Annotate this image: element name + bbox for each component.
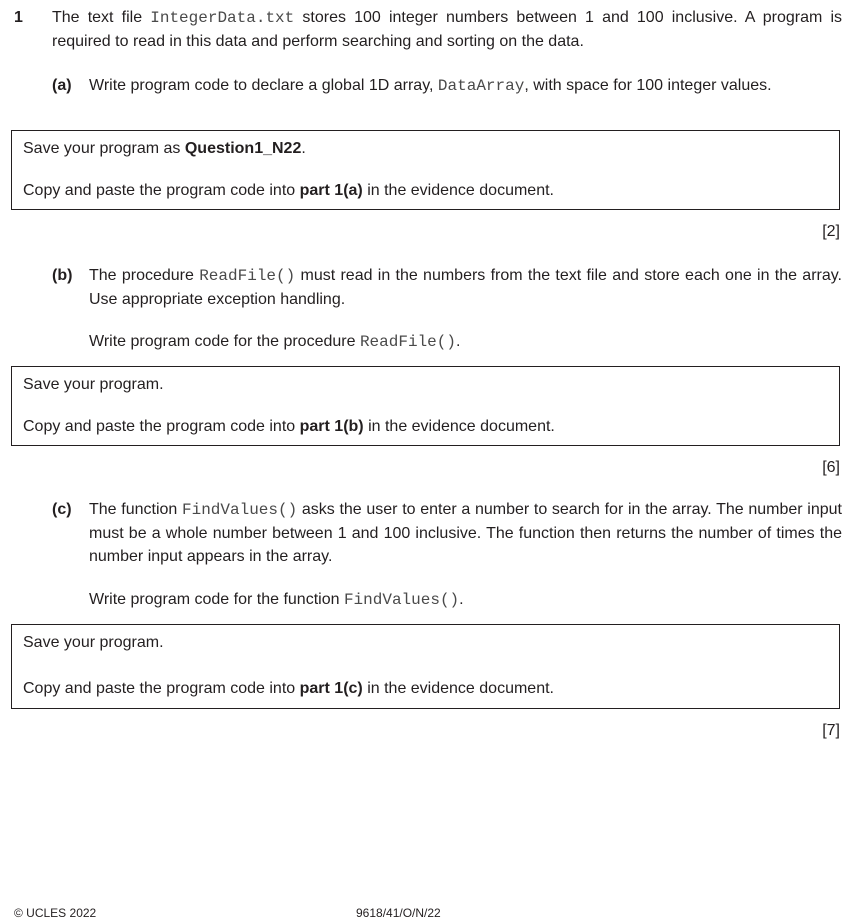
- file-name: IntegerData.txt: [150, 9, 295, 27]
- part-b-instruction: Write program code for the procedure ReadFile().: [89, 333, 461, 351]
- part-b-text: The procedure ReadFile() must read in the numbers from the text file and store each one in the array. Use appropriate exception handling.: [89, 267, 843, 308]
- part-b-evidence-box: [11, 366, 840, 446]
- part-c-save-instruction: Save your program.: [23, 634, 164, 651]
- part-b-label: (b): [52, 267, 73, 284]
- part-a-evidence-box: [11, 130, 840, 210]
- footer-paper-code: 9618/41/O/N/22: [356, 906, 441, 920]
- part-c-paste-instruction: Copy and paste the program code into part 1(c) in the evidence document.: [23, 680, 554, 697]
- part-b-paste-instruction: Copy and paste the program code into part 1(b) in the evidence document.: [23, 418, 555, 435]
- part-a-paste-instruction: Copy and paste the program code into part 1(a) in the evidence document.: [23, 182, 554, 199]
- question-intro: The text file IntegerData.txt stores 100 integer numbers between 1 and 100 inclusive. A program is required to read in this data and perform searching and sorting on the data.: [52, 9, 842, 50]
- array-name: DataArray: [437, 77, 525, 95]
- part-b-marks: [6]: [822, 459, 840, 476]
- part-c-evidence-box: [11, 624, 840, 709]
- part-a-text: Write program code to declare a global 1D array, DataArray, with space for 100 integer values.: [89, 77, 772, 95]
- part-c-label: (c): [52, 501, 72, 518]
- part-a-marks: [2]: [822, 223, 840, 240]
- part-a-label: (a): [52, 77, 72, 94]
- procedure-name: ReadFile(): [199, 267, 296, 285]
- part-b-save-instruction: Save your program.: [23, 376, 164, 393]
- function-name: FindValues(): [181, 501, 298, 519]
- part-c-text: The function FindValues() asks the user to enter a number to search for in the array. The number input must be a whole number between 1 and 100 inclusive. The function then returns the number of times the number input appears in the array.: [89, 501, 843, 565]
- footer-copyright: © UCLES 2022: [14, 906, 97, 920]
- part-a-save-instruction: Save your program as Question1_N22.: [23, 140, 306, 157]
- part-c-marks: [7]: [822, 722, 840, 739]
- part-c-instruction: Write program code for the function FindValues().: [89, 591, 464, 609]
- question-number: 1: [14, 9, 23, 26]
